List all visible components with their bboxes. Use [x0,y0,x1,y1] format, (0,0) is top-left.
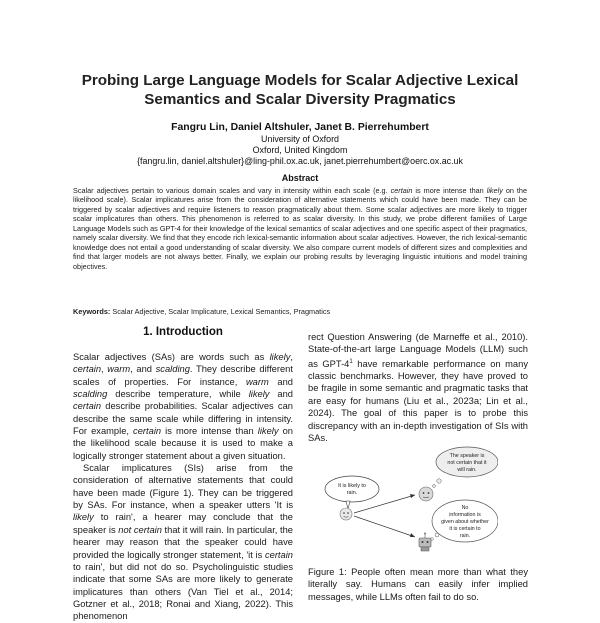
thought-dot [435,533,439,537]
speech-line-2: rain. [346,490,358,496]
keywords-list: Scalar Adjective, Scalar Implicature, Lexical Semantics, Pragmatics [110,307,331,316]
thought-llm-line-1: No [461,505,469,511]
thought-llm-line-2: information is [449,512,481,518]
author-emails: {fangru.lin, daniel.altshuler}@ling-phil.ox.ac.uk, janet.pierrehumbert@oerc.ox.ac.uk [137,156,463,166]
title-line-1: Probing Large Language Models for Scalar Adjective Lexical [81,72,519,89]
speech-line-1: It is likely to [338,483,366,489]
abstract-body: Scalar adjectives pertain to various domain scales and vary in intensity within each scale (e.g. certain is more intense than likely on the likelihood scale). Scalar implicatures arise from the consideration of alternative statements which could have been made. They can be triggered by scalar adjectives and require listeners to reason pragmatically about them. Some scalar adjectives are more likely to trigger scalar implicatures than others. This phenomenon is referred to as scalar diversity. In this study, we probe different families of Large Language Models such as GPT-4 for their knowledge of the lexical semantics of scalar adjectives and one specific aspect of their pragmatics, namely scalar diversity. We find that they encode rich lexical-semantic information about scalar adjectives. However, the rich lexical-semantic knowledge does not entail a good understanding of scalar diversity. We also compare current models of different sizes and complexities and find that larger models are not always better. Finally, we explain our probing results by leveraging linguistic intuitions and model training objectives. [73,186,527,271]
title-line-2: Semantics and Scalar Diversity Pragmatics [144,91,456,108]
intro-paragraph-right: rect Question Answering (de Marneffe et al., 2010). State-of-the-art large Language Models (LLM) such as GPT-$4^1$ have remarkable performance on many classic benchmarks. However, they have proved to be fragile in some semantic and pragmatic tasks that are easy for humans (Liu et al., 2023a; Lin et al., 2024). The goal of this paper is to probe this discrepancy with an in-depth investigation of SIs with SAs. [308,332,528,443]
thought-dot [437,479,441,483]
paper-title [60,71,540,109]
thought-human-line-1: The speaker is [449,453,485,459]
robot-icon [419,533,431,552]
intro-paragraph-1: Scalar adjectives (SAs) are words such as likely, certain, warm, and scalding. They describe different scales of properties. For instance, warm and scalding describe temperature, while likely and certain describe probabilities. Scalar adjectives can describe the same scale while differing in intensity. For example, certain is more intense than likely on the likelihood scale because it is used to make a logically stronger statement about a given situation. [73,352,294,461]
thought-dot [433,485,436,488]
thought-llm-line-4: it is certain to [449,526,481,532]
left-column [73,351,293,623]
arrow-to-llm [354,516,415,537]
arrow-head-human [410,494,415,498]
arrow-head-llm [410,533,415,537]
figure-1-caption: Figure 1: People often mean more than what they literally say. Humans can easily infer implied messages, while LLMs often fail to do so. [308,567,528,602]
keywords-label: Keywords: [73,307,111,316]
abstract-heading: Abstract [281,173,319,183]
thought-human-line-3: will rain. [457,467,477,473]
speech-bubble [325,476,379,502]
thought-llm-line-5: rain. [459,533,471,539]
figure-1-illustration [318,443,498,558]
affiliation-university: University of Oxford [261,134,339,144]
intro-paragraph-2: Scalar implicatures (SIs) arise from the consideration of alternative statements that could have been made (Figure 1). They can be triggered by SAs. For instance, when a speaker utters 'It is likely to rain', a hearer may conclude that the speaker is not certain that it will rain. In particular, the hearer may reason that the speaker could have provided the logically stronger statement, 'it is certain to rain', but did not do so. Psycholinguistic studies indicate that some SAs are more likely to generate implicatures than others (Van Tiel et al., 2014; Gotzner et al., 2018; Ronai and Xiang, 2022). This phenomenon [73,463,294,622]
authors: Fangru Lin, Daniel Altshuler, Janet B. Pierrehumbert [171,122,429,133]
thought-llm-line-3: given about whether [441,519,489,525]
right-column [308,331,528,444]
section-heading-introduction: 1. Introduction [143,326,223,338]
speaker-face-icon [340,508,352,520]
thought-human-line-2: not certain that it [447,460,487,466]
keywords [73,307,527,316]
affiliation-location: Oxford, United Kingdom [252,145,348,155]
human-face-icon [419,487,433,501]
